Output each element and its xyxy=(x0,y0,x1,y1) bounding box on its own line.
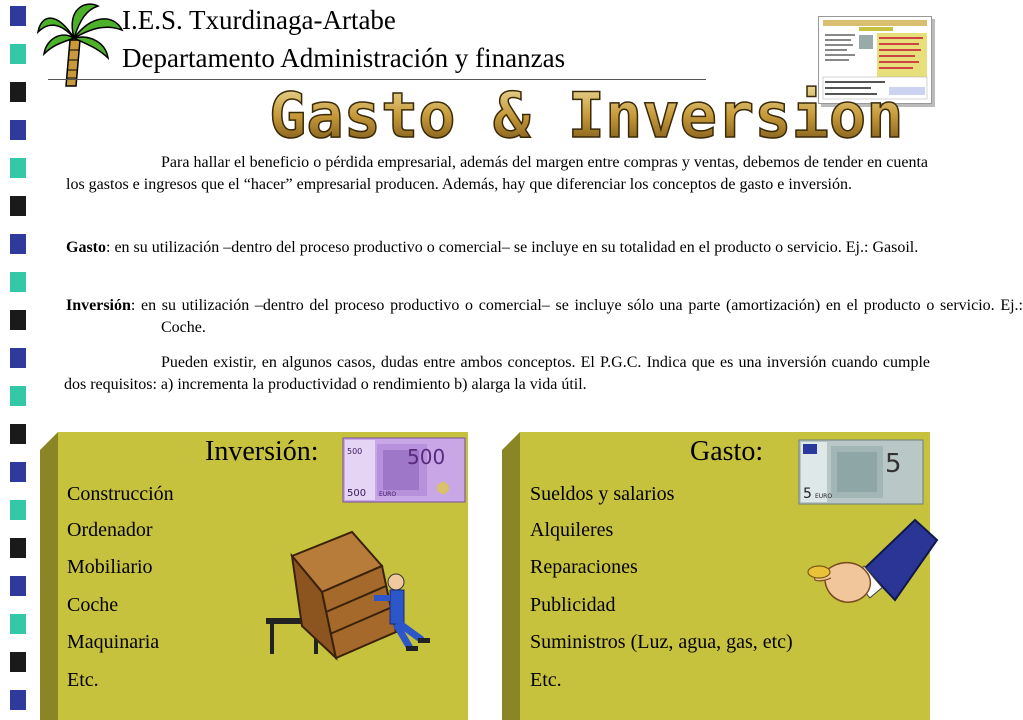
strip-square xyxy=(10,196,26,216)
palm-tree-icon xyxy=(36,0,124,86)
inversion-definition xyxy=(66,295,1023,339)
strip-square xyxy=(10,690,26,710)
strip-square xyxy=(10,310,26,330)
gasto-title: Gasto: xyxy=(690,436,764,467)
svg-text:EURO: EURO xyxy=(815,493,833,500)
svg-text:500: 500 xyxy=(347,488,367,499)
inversion-item: Mobiliario xyxy=(67,556,153,578)
left-decorative-strip xyxy=(0,0,40,720)
gasto-item: Reparaciones xyxy=(530,556,638,578)
box-side xyxy=(502,432,520,720)
inversion-definition-text: : en su utilización –dentro del proceso productivo o comercial– se incluye sólo una parte (amortización) en el producto o servicio. Ej.: Coche. xyxy=(130,297,1023,336)
gasto-term: Gasto xyxy=(66,239,106,256)
svg-text:5: 5 xyxy=(803,486,812,502)
school-name: I.E.S. Txurdinaga-Artabe xyxy=(122,5,396,35)
box-corner xyxy=(40,432,58,450)
strip-square xyxy=(10,500,26,520)
inversion-item: Coche xyxy=(67,594,119,616)
euro-5-bill xyxy=(799,440,923,504)
strip-square xyxy=(10,652,26,672)
svg-text:EURO: EURO xyxy=(379,491,397,498)
inversion-item: Ordenador xyxy=(67,519,153,541)
closing-paragraph: Pueden existir, en algunos casos, dudas entre ambos conceptos. El P.G.C. Indica que es una inversión cuando cumple dos requisitos: a) incrementa la productividad o rendimiento b) alarga la vida útil. xyxy=(64,354,930,393)
inversion-term: Inversión xyxy=(66,297,131,314)
gasto-item: Alquileres xyxy=(530,519,614,541)
strip-square xyxy=(10,614,26,634)
title-text: Gasto & Inversion xyxy=(269,79,904,152)
strip-square xyxy=(10,6,26,26)
strip-square xyxy=(10,576,26,596)
euro-500-bill xyxy=(343,438,465,502)
box-side xyxy=(40,432,58,720)
bill-500-label: 500 xyxy=(407,445,446,469)
gasto-item: Suministros (Luz, agua, gas, etc) xyxy=(530,631,793,653)
inversion-item: Construcción xyxy=(67,483,174,505)
svg-text:500: 500 xyxy=(347,447,363,456)
hand-with-coin-clipart xyxy=(805,516,940,616)
strip-square xyxy=(10,82,26,102)
strip-square xyxy=(10,386,26,406)
gasto-definition-text: : en su utilización –dentro del proceso productivo o comercial– se incluye en su totalidad en el producto o servicio. Ej.: Gasoil. xyxy=(106,239,919,256)
strip-square xyxy=(10,120,26,140)
department-name: Departamento Administración y finanzas xyxy=(122,43,566,73)
strip-square xyxy=(10,348,26,368)
strip-square xyxy=(10,158,26,178)
gasto-item: Sueldos y salarios xyxy=(530,483,675,505)
gasto-item: Publicidad xyxy=(530,594,616,616)
box-corner xyxy=(502,432,520,450)
strip-square xyxy=(10,234,26,254)
bill-5-label: 5 xyxy=(885,449,902,479)
strip-square xyxy=(10,538,26,558)
gasto-definition xyxy=(66,237,1023,259)
crate-pushing-clipart xyxy=(262,526,442,666)
inversion-title: Inversión: xyxy=(205,436,319,467)
gasto-item: Etc. xyxy=(530,669,562,691)
strip-square xyxy=(10,462,26,482)
inversion-item: Maquinaria xyxy=(67,631,160,653)
intro-paragraph: Para hallar el beneficio o pérdida empresarial, además del margen entre compras y ventas, debemos de tender en cuenta los gastos e ingresos que el “hacer” empresarial producen. Además, hay que diferenciar los conceptos de gasto e inversión. xyxy=(66,154,928,193)
inversion-item: Etc. xyxy=(67,669,99,691)
strip-square xyxy=(10,44,26,64)
title-artwork xyxy=(265,79,904,152)
strip-square xyxy=(10,272,26,292)
strip-square xyxy=(10,424,26,444)
